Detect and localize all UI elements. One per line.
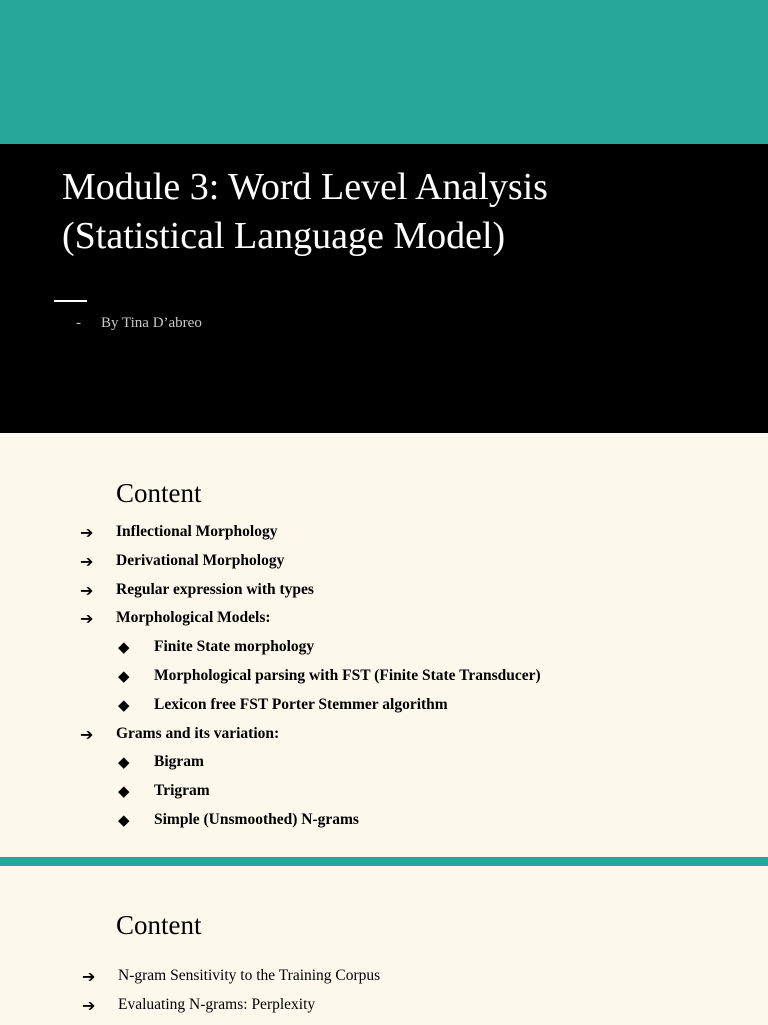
byline-dash: - [76, 315, 81, 331]
list-item-text: Simple (Unsmoothed) N-grams [154, 810, 359, 828]
diamond-bullet-icon: ◆ [118, 638, 130, 657]
list-item-text: Morphological parsing with FST (Finite State Transducer) [154, 666, 541, 684]
diamond-bullet-icon: ◆ [118, 810, 130, 829]
list-item-text: Inflectional Morphology [116, 523, 278, 540]
list-item-text: Bigram [154, 753, 204, 771]
arrow-bullet-icon: ➔ [82, 996, 96, 1015]
title-underline-rule [54, 300, 87, 302]
arrow-bullet-icon: ➔ [80, 551, 94, 571]
list-item-text: Grams and its variation: [116, 724, 280, 742]
list-item-text: Derivational Morphology [116, 551, 285, 569]
list-item-text: Trigram [154, 782, 210, 800]
list-item-text: Finite State morphology [154, 638, 315, 656]
content-slide-1 [0, 433, 768, 857]
list-item-text: Evaluating N-grams: Perplexity [118, 996, 316, 1013]
list-item-text: Lexicon free FST Porter Stemmer algorithm [154, 695, 448, 713]
title-line-2: (Statistical Language Model) [62, 215, 506, 257]
author-byline [76, 315, 202, 332]
diamond-bullet-icon: ◆ [118, 753, 130, 772]
arrow-bullet-icon: ➔ [80, 580, 94, 600]
arrow-bullet-icon: ➔ [80, 523, 94, 542]
slide-heading: Content [116, 910, 202, 940]
diamond-bullet-icon: ◆ [118, 782, 130, 801]
byline-text: By Tina D’abreo [101, 315, 202, 331]
arrow-bullet-icon: ➔ [80, 609, 94, 629]
diamond-bullet-icon: ◆ [118, 695, 130, 714]
arrow-bullet-icon: ➔ [82, 967, 96, 986]
list-item-text: Morphological Models: [116, 609, 271, 627]
title-slide [0, 144, 768, 433]
arrow-bullet-icon: ➔ [80, 724, 94, 744]
title-slide-top-band [0, 0, 768, 144]
list-item-text: Regular expression with types [116, 580, 314, 598]
title-line-1: Module 3: Word Level Analysis [62, 166, 548, 208]
slide-divider [0, 857, 768, 866]
list-item-text: N-gram Sensitivity to the Training Corpus [118, 967, 381, 984]
content-slide-2 [0, 866, 768, 1024]
slide-heading: Content [116, 478, 202, 508]
diamond-bullet-icon: ◆ [118, 666, 130, 685]
